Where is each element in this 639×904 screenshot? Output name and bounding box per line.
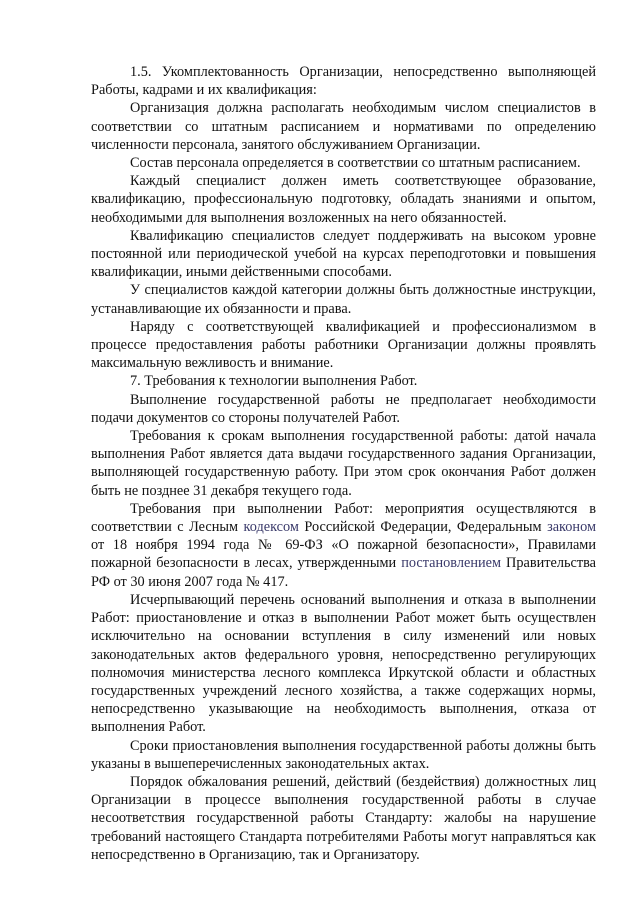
requirements-text-3: от 18 ноября 1994 года № 69-ФЗ «О пожарной безопасности», Правилами пожарной безопасности в лесах, утвержденными [91, 537, 596, 572]
federal-law-link[interactable]: законом [547, 519, 596, 536]
requirements-text-1: Требования при выполнении Работ: мероприятия осуществляются в соответствии с Лесным [91, 500, 596, 536]
paragraph-suspension-terms: Сроки приостановления выполнения государственной работы должны быть указаны в вышеперечисленных законодательных актах. [91, 737, 596, 772]
paragraph-staff-composition: Состав персонала определяется в соответствии со штатным расписанием. [130, 155, 581, 172]
paragraph-education: Каждый специалист должен иметь соответствующее образование, квалификацию, профессиональную подготовку, обладать знаниями и опытом, необходимыми для выполнения возложенных на него обязанностей. [91, 173, 596, 226]
paragraph-no-documents: Выполнение государственной работы не предполагает необходимости подачи документов со стороны получателей Работ. [91, 391, 596, 426]
requirements-text-4: Правительства РФ от 30 июня 2007 года № 417. [91, 555, 596, 590]
paragraph-appeal-procedure: Порядок обжалования решений, действий (бездействия) должностных лиц Организации в процессе выполнения государственной работы в случае несоответствия государственной работы Стандарту: жалобы на нарушение требований настоящего Стандарта потребителями Работы могут направляться как непосредственно в Организацию, так и Организатору. [91, 773, 596, 863]
paragraph-politeness: Наряду с соответствующей квалификацией и профессионализмом в процессе предоставления работы работники Организации должны проявлять максимальную вежливость и внимание. [91, 318, 596, 372]
paragraph-job-instructions: У специалистов каждой категории должны быть должностные инструкции, устанавливающие их обязанности и права. [91, 282, 596, 317]
paragraph-staffing: 1.5. Укомплектованность Организации, непосредственно выполняющей Работы, кадрами и их квалификация: [91, 64, 596, 99]
paragraph-specialists-number: Организация должна располагать необходимым числом специалистов в соответствии со штатным расписанием и нормативами по определению численности персонала, занятого обслуживанием Организации. [91, 100, 596, 153]
paragraph-deadlines: Требования к срокам выполнения государственной работы: датой начала выполнения Работ является дата выдачи государственного задания Организации, выполняющей государственную работу. При этом срок окончания Работ должен быть не позднее 31 декабря текущего года. [91, 428, 596, 499]
forest-code-link[interactable]: кодексом [243, 519, 299, 536]
paragraph-refusal-grounds: Исчерпывающий перечень оснований выполнения и отказа в выполнении Работ: приостановление и отказ в выполнении Работ может быть осуществлен исключительно на основании вступления в силу изменений или новых законодательных актов федерального уровня, непосредственно регулирующих полномочия министерства лесного комплекса Иркутской области и областных государственных учреждений лесного хозяйства, а также содержащих нормы, непосредственно указывающие на необходимость выполнения, отказа от выполнения Работ. [91, 591, 596, 736]
resolution-link[interactable]: постановлением [401, 555, 502, 572]
paragraph-qualification: Квалификацию специалистов следует поддерживать на высоком уровне постоянной или периодической учебой на курсах переподготовки и повышения квалификации, иными действенными способами. [91, 227, 596, 281]
requirements-text-2: Российской Федерации, Федеральным [298, 519, 548, 536]
document-body [91, 63, 596, 864]
paragraph-requirements [91, 500, 596, 591]
section-heading-technology: 7. Требования к технологии выполнения Работ. [130, 373, 418, 390]
